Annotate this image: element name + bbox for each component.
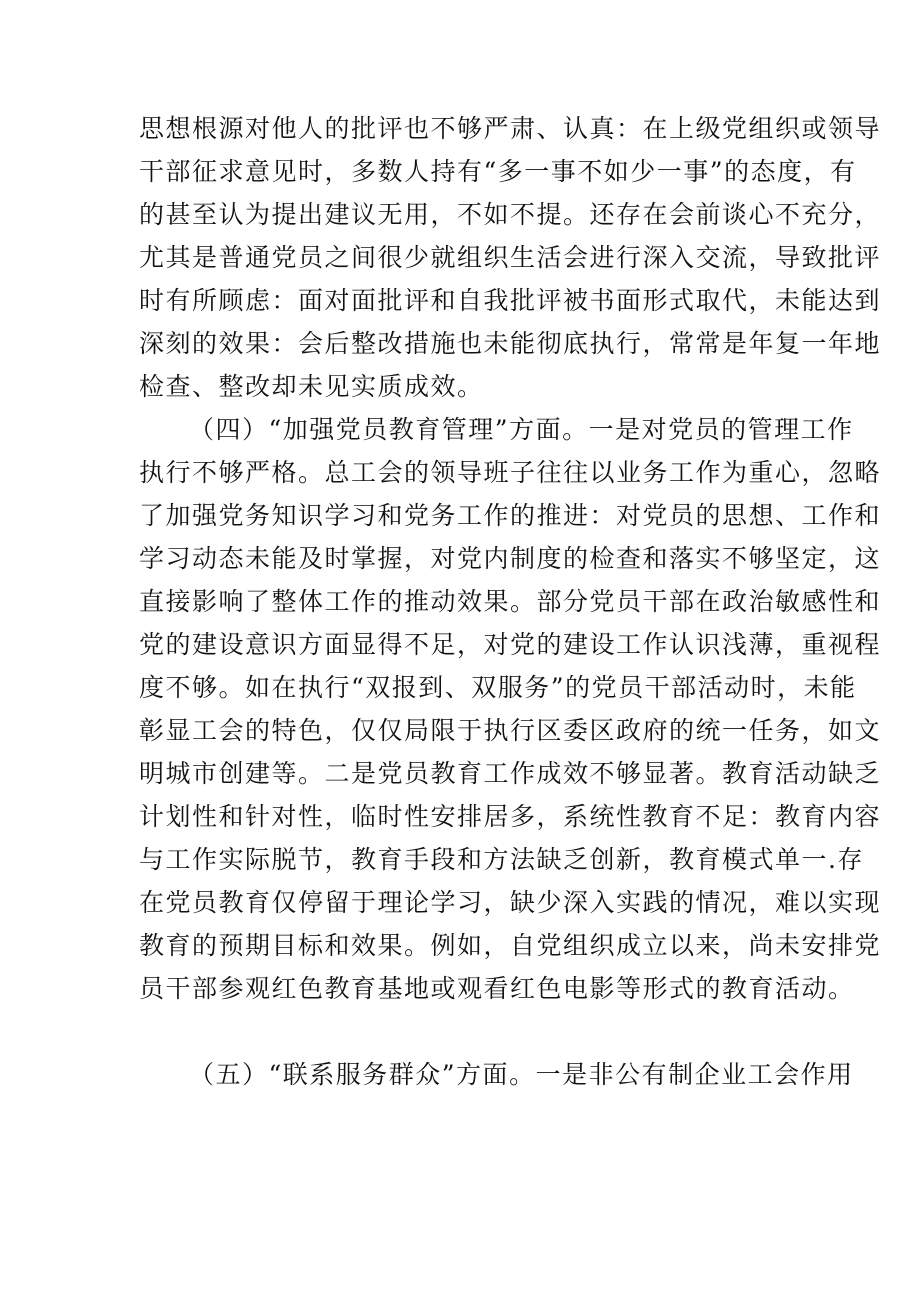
text-line: 执行不够严格。总工会的领导班子往往以业务工作为重心，忽略 — [139, 458, 882, 487]
text-line: 党的建设意识方面显得不足，对党的建设工作认识浅薄，重视程 — [139, 630, 882, 659]
text-line: 了加强党务知识学习和党务工作的推进：对党员的思想、工作和 — [139, 501, 882, 530]
text-line: 检查、整改却未见实质成效。 — [139, 372, 484, 401]
text-line: 直接影响了整体工作的推动效果。部分党员干部在政治敏感性和 — [139, 587, 882, 616]
text-line: （五）“联系服务群众”方面。一是非公有制企业工会作用 — [189, 1060, 854, 1089]
text-line: 在党员教育仅停留于理论学习，缺少深入实践的情况，难以实现 — [139, 888, 882, 917]
paragraph-criticism — [139, 107, 882, 408]
text-line — [139, 1010, 789, 1053]
text-line: 度不够。如在执行“双报到、双服务”的党员干部活动时，未能 — [139, 673, 857, 702]
text-line: 深刻的效果：会后整改措施也未能彻底执行，常常是年复一年地 — [139, 329, 882, 358]
text-line: 与工作实际脱节，教育手段和方法缺乏创新，教育模式单一.存 — [139, 845, 864, 874]
text-line: 的甚至认为提出建议无用，不如不提。还存在会前谈心不充分， — [139, 200, 882, 229]
text-line: 学习动态未能及时掌握，对党内制度的检查和落实不够坚定，这 — [139, 544, 882, 573]
paragraph-section-5 — [139, 1053, 854, 1096]
text-line: 思想根源对他人的批评也不够严肃、认真：在上级党组织或领导 — [139, 114, 882, 143]
document-body — [139, 107, 882, 1096]
text-line: 彰显工会的特色，仅仅局限于执行区委区政府的统一任务，如文 — [139, 716, 882, 745]
text-line: 员干部参观红色教育基地或观看红色电影等形式的教育活动。 — [139, 974, 855, 1003]
paragraph-section-4 — [139, 408, 882, 1053]
text-line: 计划性和针对性，临时性安排居多，系统性教育不足：教育内容 — [139, 802, 882, 831]
text-line: （四）“加强党员教育管理”方面。一是对党员的管理工作 — [189, 415, 854, 444]
text-line: 时有所顾虑：面对面批评和自我批评被书面形式取代，未能达到 — [139, 286, 882, 315]
text-line: 明城市创建等。二是党员教育工作成效不够显著。教育活动缺乏 — [139, 759, 882, 788]
text-line: 干部征求意见时，多数人持有“多一事不如少一事”的态度，有 — [139, 157, 857, 186]
text-line: 尤其是普通党员之间很少就组织生活会进行深入交流，导致批评 — [139, 243, 882, 272]
text-line: 教育的预期目标和效果。例如，自党组织成立以来，尚未安排党 — [139, 931, 882, 960]
